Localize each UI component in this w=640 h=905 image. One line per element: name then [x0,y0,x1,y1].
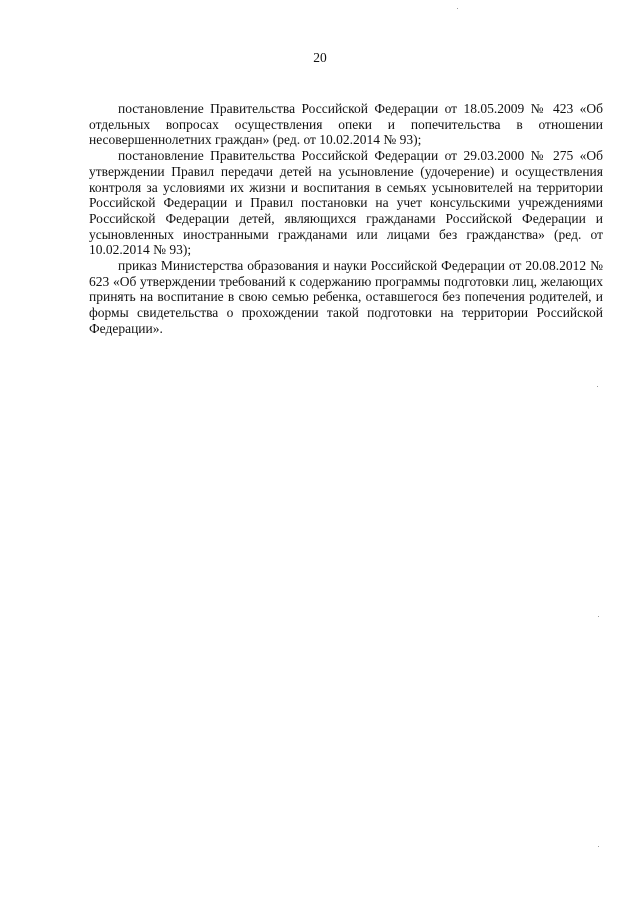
scan-speck [597,386,598,387]
paragraph-order-623: приказ Министерства образования и науки Российской Федерации от 20.08.2012 № 623 «Об утверждении требований к содержанию программы подготовки лиц, желающих принять на воспитание в свою семью ребенка, оставшегося без попечения родителей, и формы свидетельства о прохождении такой подготовки на территории Российской Федерации». [89,258,603,336]
scan-speck [457,8,458,9]
page-number: 20 [313,50,327,65]
paragraph-decree-423: постановление Правительства Российской Федерации от 18.05.2009 № 423 «Об отдельных вопросах осуществления опеки и попечительства в отношении несовершеннолетних граждан» (ред. от 10.02.2014 № 93); [89,101,603,148]
document-body [89,101,603,337]
scan-speck [598,616,599,617]
scan-speck [598,846,599,847]
paragraph-decree-275: постановление Правительства Российской Федерации от 29.03.2000 № 275 «Об утверждении Правил передачи детей на усыновление (удочерение) и осуществления контроля за условиями их жизни и воспитания в семьях усыновителей на территории Российской Федерации и Правил постановки на учет консульскими учреждениями Российской Федерации детей, являющихся гражданами Российской Федерации и усыновленных иностранными гражданами или лицами без гражданства» (ред. от 10.02.2014 № 93); [89,148,603,258]
